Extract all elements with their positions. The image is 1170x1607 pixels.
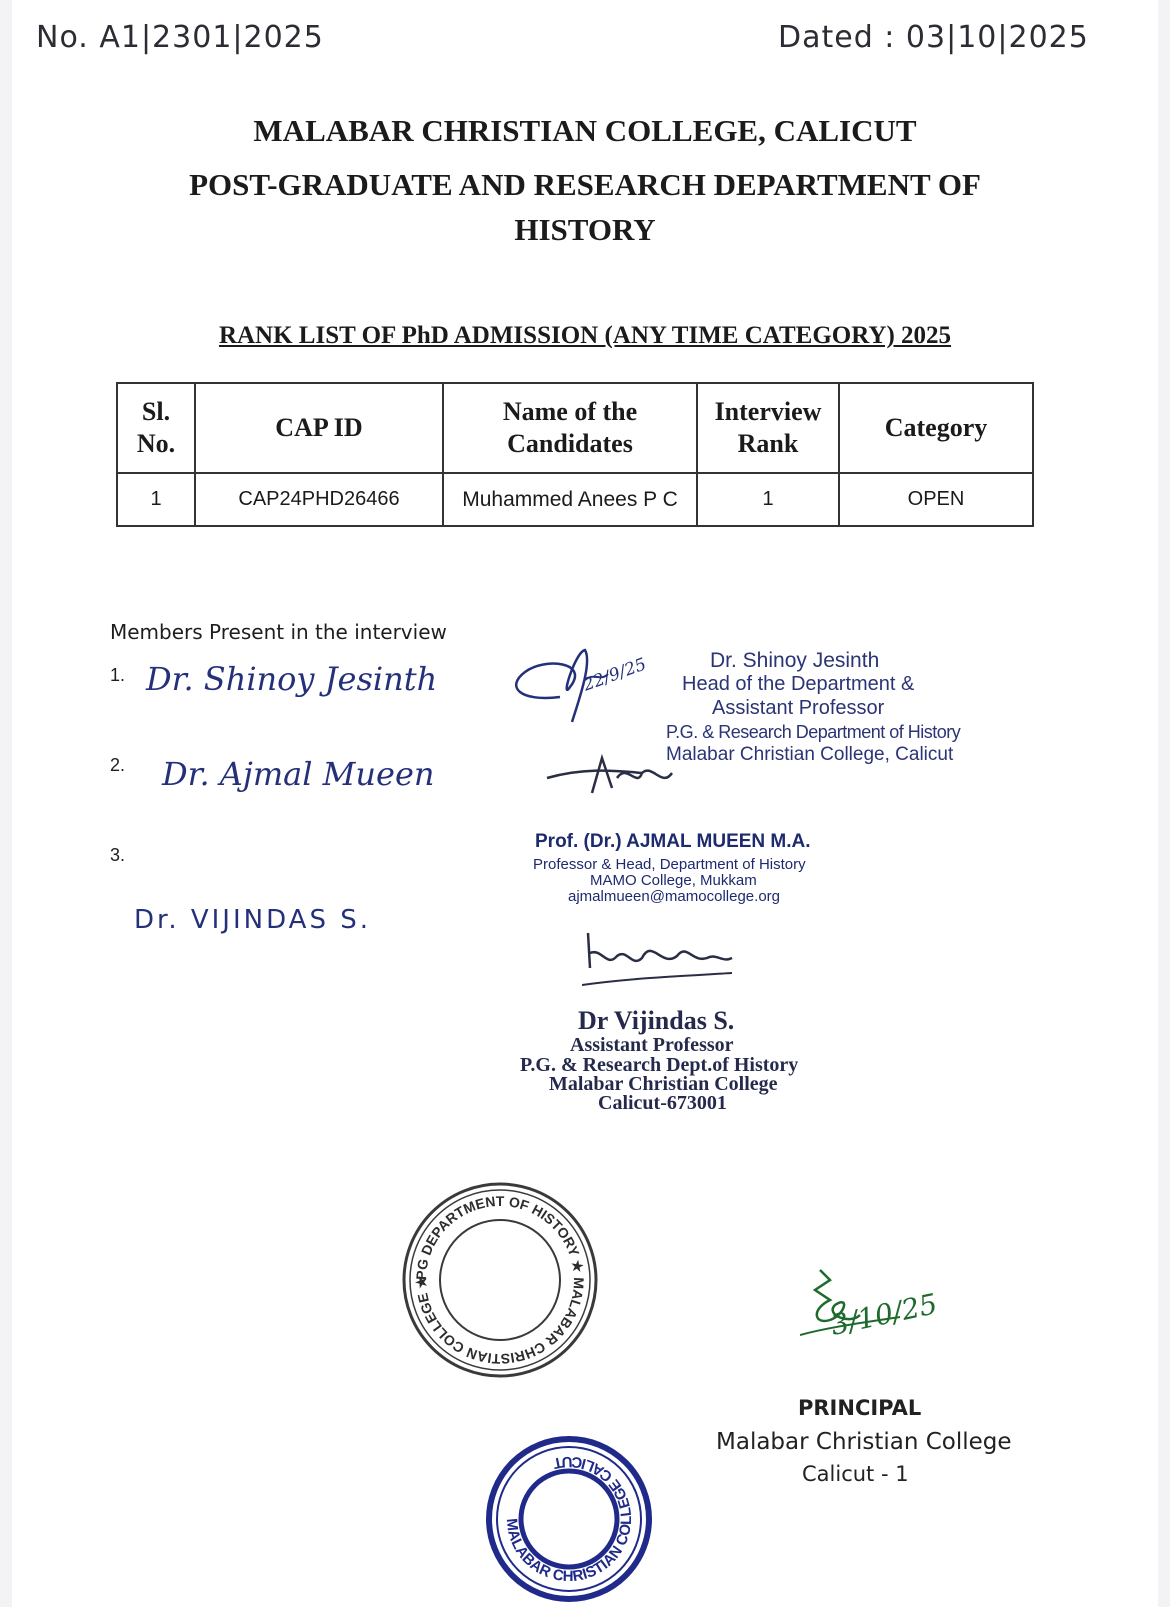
stamp-vijindas-designation: Assistant Professor <box>570 1034 734 1056</box>
stamp-shinoy-college: Malabar Christian College, Calicut <box>666 744 954 765</box>
column-header-candidate-name: Name of the Candidates <box>443 383 697 473</box>
member-2-handwritten-name: Dr. Ajmal Mueen <box>162 755 435 793</box>
stamp-vijindas-college: Malabar Christian College <box>549 1073 778 1095</box>
member-number-2: 2. <box>110 755 126 775</box>
stamp-shinoy-role: Head of the Department & <box>682 673 915 695</box>
cell-sl-no: 1 <box>117 473 195 526</box>
column-header-sl-no: Sl. No. <box>117 383 195 473</box>
stamp-ajmal-prefix: Prof. (Dr.) <box>535 831 627 852</box>
table-header-row <box>117 383 1033 473</box>
stamp-ajmal-college: MAMO College, Mukkam <box>590 872 757 889</box>
stamp-ajmal-name <box>535 831 811 853</box>
college-seal-text: MALABAR CHRISTIAN COLLEGE CALICUT <box>502 1452 636 1586</box>
column-header-interview-rank: Interview Rank <box>697 383 839 473</box>
signature-ajmal <box>542 748 692 798</box>
signature-vijindas <box>582 928 742 988</box>
stamp-vijindas-name: Dr Vijindas S. <box>578 1006 735 1035</box>
cell-candidate-name: Muhammed Anees P C <box>443 473 697 526</box>
member-1-handwritten-name: Dr. Shinoy Jesinth <box>146 660 438 698</box>
table-row <box>117 473 1033 526</box>
signature-date-shinoy: 22/9/25 <box>580 654 649 696</box>
stamp-shinoy-department: P.G. & Research Department of History <box>666 722 961 742</box>
stamp-shinoy-name: Dr. Shinoy Jesinth <box>710 649 880 672</box>
principal-title: PRINCIPAL <box>798 1396 922 1420</box>
college-name: MALABAR CHRISTIAN COLLEGE, CALICUT <box>253 113 917 148</box>
member-number-3: 3. <box>110 845 126 865</box>
principal-place: Calicut - 1 <box>802 1462 909 1486</box>
department-seal-text: PG DEPARTMENT OF HISTORY ★ MALABAR CHRISTIAN COLLEGE ★ <box>412 1192 588 1368</box>
rank-list-table <box>116 382 1034 527</box>
cell-category: OPEN <box>839 473 1033 526</box>
department-name-line1: POST-GRADUATE AND RESEARCH DEPARTMENT OF <box>189 167 981 202</box>
department-seal <box>400 1180 600 1380</box>
signature-date-principal: 3/10/25 <box>827 1287 941 1342</box>
stamp-shinoy-designation: Assistant Professor <box>712 697 885 719</box>
stamp-ajmal-surname: AJMAL MUEEN M.A. <box>626 831 811 852</box>
rank-list-title: RANK LIST OF PhD ADMISSION (ANY TIME CATEGORY) 2025 <box>218 322 952 349</box>
cell-interview-rank: 1 <box>697 473 839 526</box>
member-number-1: 1. <box>110 665 126 685</box>
principal-college: Malabar Christian College <box>716 1429 1012 1455</box>
member-3-handwritten-name: Dr. VIJINDAS S. <box>134 905 371 935</box>
cell-cap-id: CAP24PHD26466 <box>195 473 443 526</box>
document-date: Dated : 03|10|2025 <box>778 20 1089 55</box>
stamp-vijindas-city: Calicut-673001 <box>598 1092 727 1114</box>
stamp-ajmal-email: ajmalmueen@mamocollege.org <box>568 888 780 905</box>
column-header-category: Category <box>839 383 1033 473</box>
document-page <box>12 0 1158 1607</box>
stamp-vijindas-department: P.G. & Research Dept.of History <box>520 1054 799 1076</box>
college-seal <box>482 1432 657 1607</box>
members-heading: Members Present in the interview <box>110 620 447 644</box>
department-name-line2: HISTORY <box>514 212 656 247</box>
stamp-ajmal-role: Professor & Head, Department of History <box>533 856 806 873</box>
column-header-cap-id: CAP ID <box>195 383 443 473</box>
reference-number: No. A1|2301|2025 <box>36 20 324 55</box>
